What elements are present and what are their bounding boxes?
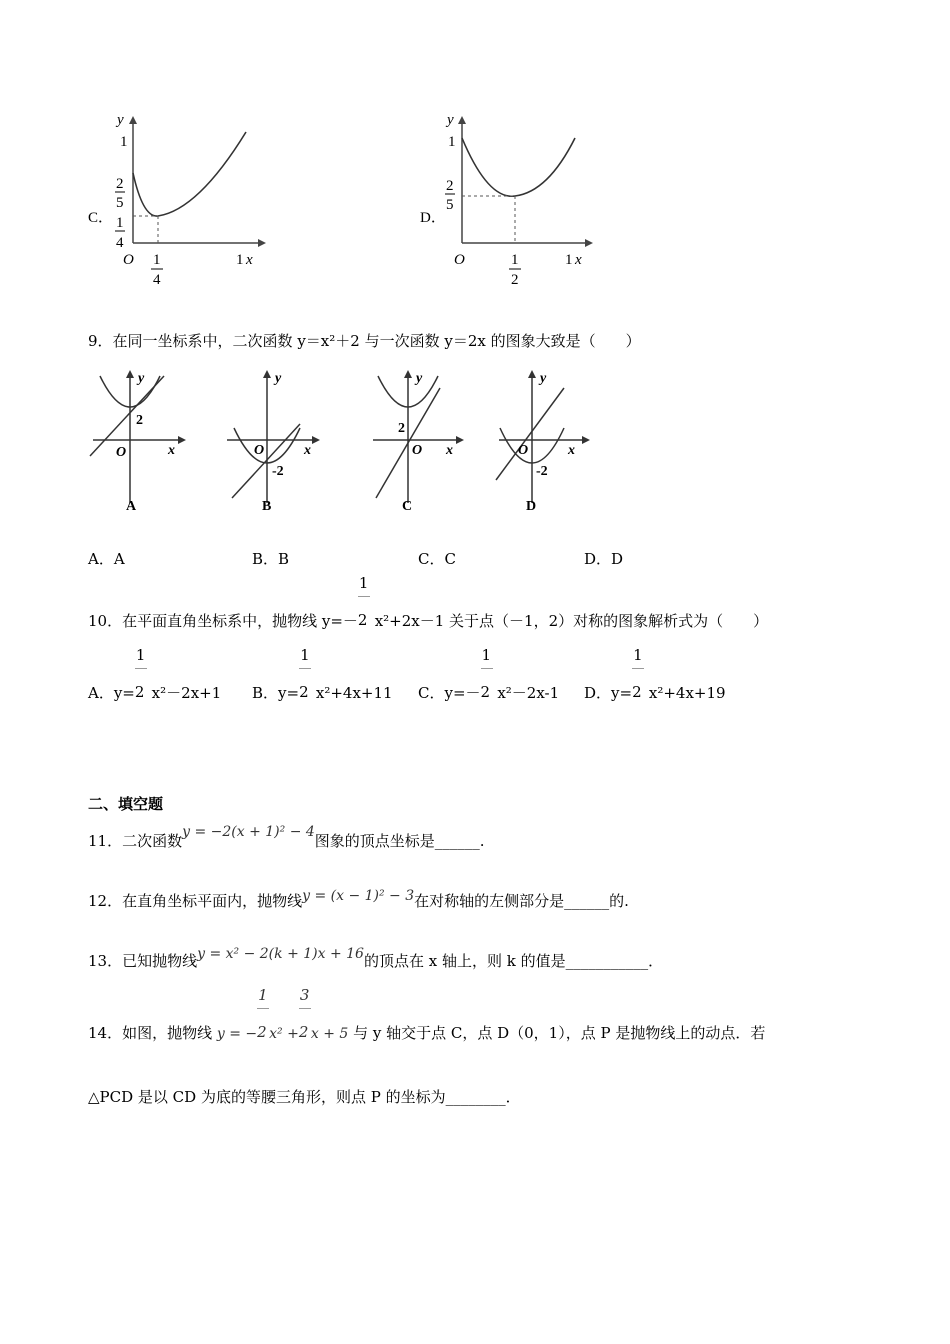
- q10-option-c: C．y=－ $\frac{1}{2}$ x²－2x-1: [418, 646, 560, 702]
- svg-text:y: y: [275, 371, 282, 386]
- svg-text:2: 2: [136, 413, 143, 428]
- q9-graph-a: [88, 368, 188, 518]
- q14: 14．如图，抛物线 y = − $\frac{1}{2}$ x² + $\frac{3}{2}$ x + 5 与 y 轴交于点 C，点 D（0，1），点 P 是抛物线上的动点．若: [88, 986, 766, 1042]
- option-c-label: C．: [88, 210, 114, 226]
- svg-text:y: y: [138, 371, 145, 386]
- caption-a: A: [126, 499, 137, 514]
- svg-text:4: 4: [116, 235, 124, 251]
- svg-text:5: 5: [116, 195, 124, 211]
- svg-text:B: B: [262, 499, 272, 514]
- q9-option-c: C．C: [418, 550, 456, 568]
- svg-text:-2: -2: [536, 464, 548, 479]
- option-d-label: D．: [420, 210, 446, 226]
- q10-stem: 10．在平面直角坐标系中，抛物线 y=－ $\frac{1}{2}$ x²+2x－1 关于点（－1，2）对称的图象解析式为（ ）: [88, 574, 769, 630]
- q13: 13．已知抛物线y = x² − 2(k + 1)x + 16的顶点在 x 轴上，则 k 的值是___________．: [88, 946, 664, 970]
- y-tick-1: 1: [120, 134, 128, 150]
- x-label: x: [246, 252, 253, 268]
- svg-text:2: 2: [511, 272, 519, 288]
- svg-text:5: 5: [446, 197, 454, 213]
- svg-text:O: O: [518, 443, 529, 458]
- svg-text:1: 1: [236, 252, 244, 268]
- svg-text:y: y: [447, 112, 454, 128]
- svg-text:2: 2: [116, 176, 124, 192]
- svg-text:O: O: [116, 445, 127, 460]
- q9-graph-c: [368, 368, 468, 518]
- q11: 11．二次函数y = −2(x + 1)² − 4图象的顶点坐标是______.: [88, 824, 485, 850]
- svg-text:x: x: [575, 252, 582, 268]
- svg-text:1: 1: [511, 252, 519, 268]
- svg-text:2: 2: [398, 421, 405, 436]
- svg-text:1: 1: [565, 252, 573, 268]
- svg-text:1: 1: [116, 215, 124, 231]
- q9-graph-b: [222, 368, 322, 518]
- svg-text:4: 4: [153, 272, 161, 288]
- svg-text:y: y: [540, 371, 547, 386]
- q9-option-d: D．D: [584, 550, 624, 568]
- svg-text:C: C: [402, 499, 413, 514]
- graph-c: [108, 110, 268, 290]
- svg-text:O: O: [254, 443, 265, 458]
- svg-text:x: x: [168, 443, 175, 458]
- svg-text:O: O: [454, 252, 465, 268]
- svg-text:-2: -2: [272, 464, 284, 479]
- svg-text:O: O: [412, 443, 423, 458]
- section-title: 二、填空题: [88, 795, 164, 813]
- q9-stem: 9．在同一坐标系中，二次函数 y＝x²＋2 与一次函数 y＝2x 的图象大致是（ ）: [88, 332, 641, 350]
- q10-option-d: D．y= $\frac{1}{2}$ x²+4x+19: [584, 646, 726, 702]
- y-label: y: [117, 112, 124, 128]
- q10-option-a: A．y= $\frac{1}{2}$ x²－2x+1: [88, 646, 222, 702]
- svg-text:x: x: [568, 443, 575, 458]
- origin-label: O: [123, 252, 134, 268]
- parabola-curve: [462, 138, 575, 196]
- q12: 12．在直角坐标平面内，抛物线y = (x − 1)² − 3在对称轴的左侧部分是______的.: [88, 888, 629, 910]
- q9-option-b: B．B: [252, 550, 290, 568]
- q10-option-b: B．y= $\frac{1}{2}$ x²+4x+11: [252, 646, 393, 702]
- svg-text:x: x: [446, 443, 453, 458]
- parabola-curve: [133, 132, 246, 216]
- svg-text:1: 1: [448, 134, 456, 150]
- svg-text:y: y: [416, 371, 423, 386]
- svg-text:1: 1: [153, 252, 161, 268]
- q9-graph-d: [494, 368, 594, 518]
- svg-text:x: x: [304, 443, 311, 458]
- q14-line2: △PCD 是以 CD 为底的等腰三角形，则点 P 的坐标为________．: [88, 1088, 521, 1106]
- graph-d: [440, 110, 600, 290]
- svg-text:2: 2: [446, 178, 454, 194]
- q9-option-a: A．A: [88, 550, 125, 568]
- svg-text:D: D: [526, 499, 537, 514]
